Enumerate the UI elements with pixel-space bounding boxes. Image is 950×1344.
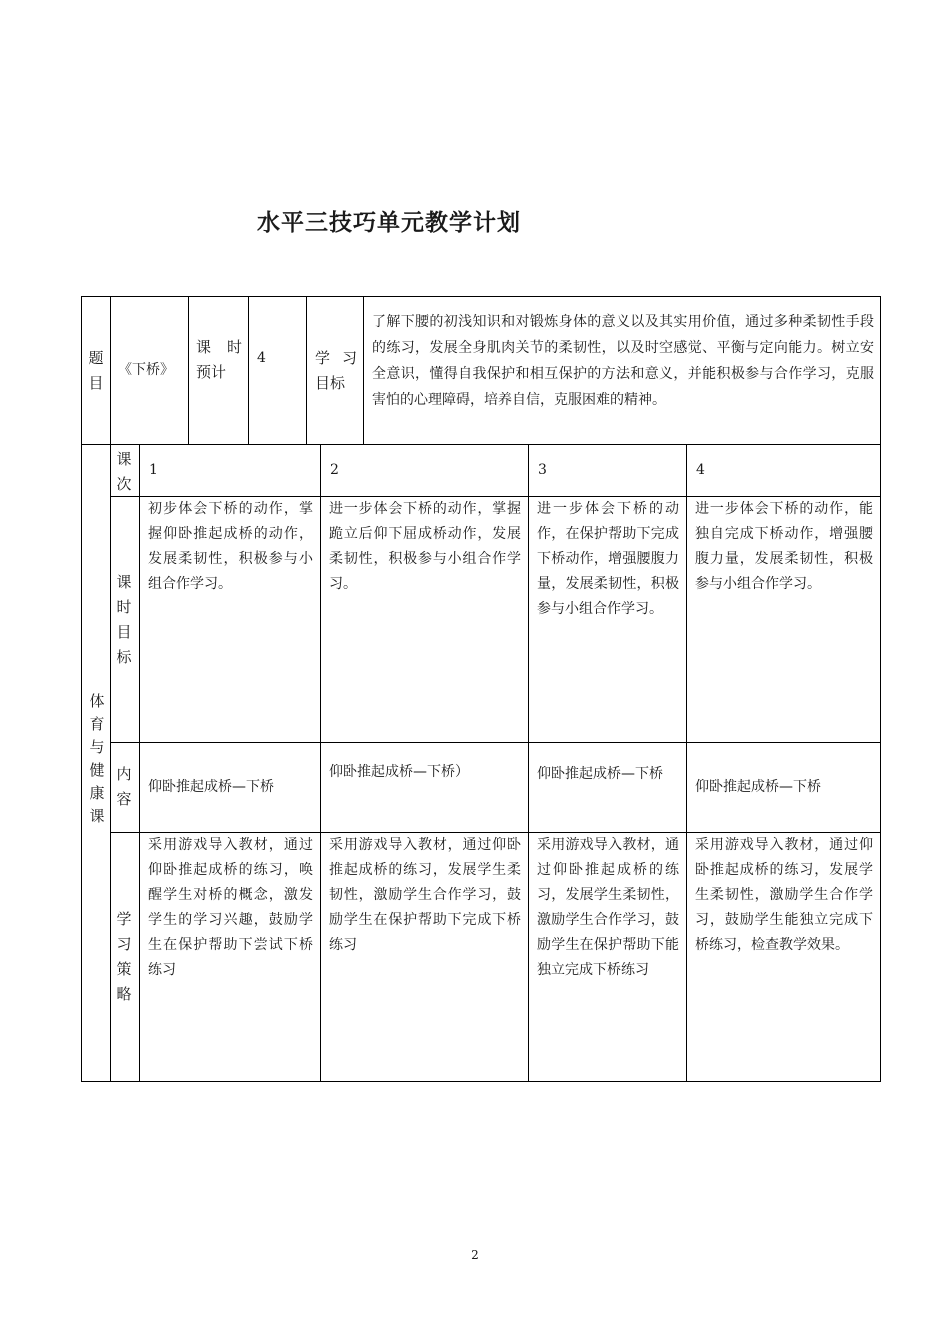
grid-line <box>139 444 140 1082</box>
section-label: 体育与健康课 <box>89 692 105 825</box>
grid-line <box>110 742 881 743</box>
grid-line <box>686 444 687 1082</box>
objective-label: 课时目标 <box>116 573 132 666</box>
page-number: 2 <box>471 1248 479 1262</box>
session-objective: 进一步体会下桥的动作，能独自完成下桥动作，增强腰腹力量，发展柔韧性，积极参与小组合作学习。 <box>695 501 873 592</box>
grid-line <box>110 296 111 1082</box>
grid-line <box>320 444 321 1082</box>
session-number: 4 <box>696 462 705 478</box>
grid-line <box>306 296 307 444</box>
strategy-label: 学习策略 <box>116 910 132 1003</box>
session-content: 仰卧推起成桥—下桥） <box>329 764 469 780</box>
hours-value: 4 <box>257 350 266 366</box>
session-strategy: 采用游戏导入教材，通过仰卧推起成桥的练习，唤醒学生对桥的概念，激发学生的学习兴趣，鼓励学生在保护帮助下尝试下桥练习 <box>148 837 313 978</box>
topic-label: 题目 <box>88 349 104 392</box>
grid-line <box>188 296 189 444</box>
session-objective: 进一步体会下桥的动作，在保护帮助下完成下桥动作，增强腰腹力量，发展柔韧性，积极参与小组合作学习。 <box>537 501 679 617</box>
session-number: 2 <box>330 462 339 478</box>
session-objective: 初步体会下桥的动作，掌握仰卧推起成桥的动作，发展柔韧性，积极参与小组合作学习。 <box>148 501 313 592</box>
session-content: 仰卧推起成桥—下桥 <box>695 779 821 795</box>
learning-goal-text: 了解下腰的初浅知识和对锻炼身体的意义以及其实用价值，通过多种柔韧性手段的练习，发展全身肌肉关节的柔韧性，以及时空感觉、平衡与定向能力。树立安全意识，懂得自我保护和相互保护的方法和意义，并能积极参与合作学习，克服害怕的心理障碍，培养自信，克服困难的精神。 <box>372 314 874 408</box>
session-strategy: 采用游戏导入教材，通过仰卧推起成桥的练习，发展学生柔韧性，激励学生合作学习，鼓励学生在保护帮助下完成下桥练习 <box>329 837 521 953</box>
document-title: 水平三技巧单元教学计划 <box>257 210 521 236</box>
session-label: 课次 <box>116 450 132 493</box>
session-number: 3 <box>538 462 547 478</box>
grid-line <box>248 296 249 444</box>
hours-label: 课 时 预计 <box>196 338 242 381</box>
session-strategy: 采用游戏导入教材，通过仰卧推起成桥的练习，发展学生柔韧性，激励学生合作学习，鼓励学生在保护帮助下能独立完成下桥练习 <box>537 837 679 978</box>
grid-line <box>363 296 364 444</box>
content-label: 内容 <box>116 765 132 808</box>
session-content: 仰卧推起成桥—下桥 <box>537 766 663 782</box>
topic-value: 《下桥》 <box>118 362 174 378</box>
goal-label: 学 习 目标 <box>315 349 357 392</box>
session-content: 仰卧推起成桥—下桥 <box>148 779 274 795</box>
grid-line <box>81 444 881 445</box>
session-strategy: 采用游戏导入教材，通过仰卧推起成桥的练习，发展学生柔韧性，激励学生合作学习，鼓励学生能独立完成下桥练习，检查教学效果。 <box>695 837 873 953</box>
grid-line <box>528 444 529 1082</box>
session-number: 1 <box>149 462 158 478</box>
session-objective: 进一步体会下桥的动作，掌握跪立后仰下屈成桥动作，发展柔韧性，积极参与小组合作学习。 <box>329 501 521 592</box>
